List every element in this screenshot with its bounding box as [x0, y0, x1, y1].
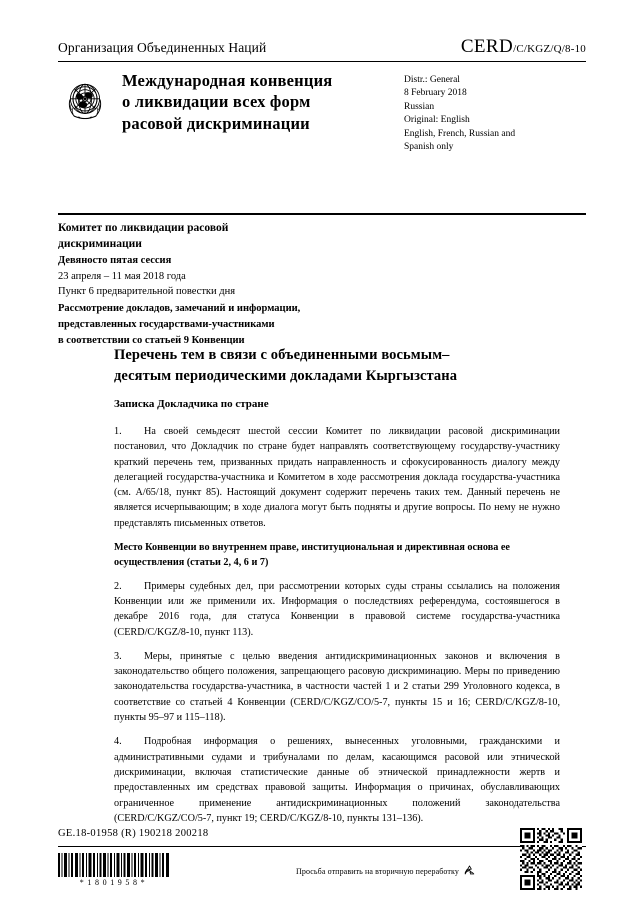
agenda-title-line-2: представленных государствами-участниками	[58, 319, 275, 330]
page-title-line-1: Перечень тем в связи с объединенными восьмым–	[114, 347, 450, 363]
agenda-title-line-1: Рассмотрение докладов, замечаний и информации,	[58, 302, 301, 314]
paragraph-3	[114, 649, 560, 725]
distribution-original: Original: English	[404, 115, 470, 126]
distribution-languages-line-1: English, French, Russian and	[404, 128, 516, 139]
paragraph-4-number: 4.	[114, 736, 122, 748]
section-subheading: Место Конвенции во внутреннем праве, институциональная и директивная основа ее осуществления (статьи 2, 4, 6 и 7)	[114, 542, 510, 569]
paragraph-1-number: 1.	[114, 426, 122, 437]
header-separator-rule	[58, 213, 586, 215]
convention-title-line-1: Международная конвенция	[122, 71, 333, 90]
masthead	[58, 36, 586, 62]
paragraph-1	[114, 424, 560, 531]
note-subtitle: Записка Докладчика по стране	[114, 398, 269, 410]
document-body	[114, 424, 560, 835]
footer-rule	[58, 846, 586, 847]
distribution-language: Russian	[404, 101, 435, 112]
convention-title-line-3: расовой дискриминации	[122, 113, 310, 133]
job-number: GE.18-01958 (R) 190218 200218	[58, 828, 209, 839]
document-symbol	[461, 36, 586, 58]
recycle-notice	[296, 864, 476, 879]
committee-agenda-item: Пункт 6 предварительной повестки дня	[58, 286, 236, 298]
paragraph-2-text: Примеры судебных дел, при рассмотрении которых суды страны ссылались на положения Конвенции или же применили их. Информация о последствиях референдума, состоявшегося в декабре 2016 года, для статуса Конвенции в правовой системе государства-участника (CERD/C/KGZ/8-10, пункт 113).	[114, 580, 560, 638]
barcode	[58, 853, 170, 887]
paragraph-3-number: 3.	[114, 650, 122, 662]
organization-name: Организация Объединенных Наций	[58, 40, 267, 55]
paragraph-2	[114, 579, 560, 640]
page-title	[114, 345, 586, 386]
paragraph-3-text: Меры, принятые с целью введения антидискриминационных законов и включения в законодательство общего положения, запрещающего расовую дискриминацию. Меры по приведению законодательства государства-участника, в частности частей 1 и 2 статьи 299 Уголовного кодекса, в соответствие со статьей 4 Конвенции (CERD/C/KGZ/CO/5-7, пункты 15 и 16; CERD/C/KGZ/8-10, пункты 95–97 и 115–118).	[114, 650, 560, 724]
distribution-languages-line-2: Spanish only	[404, 142, 454, 153]
title-block	[58, 70, 586, 155]
agenda-title-line-3: в соответствии со статьей 9 Конвенции	[58, 335, 245, 347]
committee-session-dates: 23 апреля – 11 мая 2018 года	[58, 270, 186, 282]
distribution-type: Distr.: General	[404, 75, 460, 85]
document-symbol-main: CERD	[460, 36, 514, 57]
paragraph-4-text: Подробная информация о решениях, вынесенных уголовными, гражданскими и административными судами и трибуналами по делам, касающимся расовой или этнической дискриминации, включая статистические данные об этнической принадлежности жертв и предоставленных им средствах правовой защиты. Информация о причинах, обуславливающих ограниченное применение антидискриминационных положений законодательства (CERD/C/KGZ/CO/5-7, пункт 19; CERD/C/KGZ/8-10, пункты 131–136).	[114, 736, 560, 824]
committee-session: Девяносто пятая сессия	[58, 255, 172, 267]
paragraph-1-text: На своей семьдесят шестой сессии Комитет по ликвидации расовой дискриминации постановил, что Докладчик по стране будет направлять соответствующему государству-участнику краткий перечень тем, призванных придать направленность и сфокусированность диалогу между делегацией государства-участника и Комитетом в ходе рассмотрения доклада государства-участника (см. A/65/18, пункт 85). Настоящий документ содержит перечень таких тем. Данный перечень не является исчерпывающим; в ходе диалога могут быть подняты и другие вопросы. По нему не нужно представлять письменных ответов.	[114, 426, 560, 529]
paragraph-2-number: 2.	[114, 580, 122, 592]
committee-name-line-1: Комитет по ликвидации расовой	[58, 222, 229, 234]
barcode-number: *1801958*	[79, 878, 149, 887]
recycle-icon	[463, 864, 476, 879]
page-title-line-2: десятым периодическими докладами Кыргызстана	[114, 367, 458, 384]
document-symbol-suffix: /C/KGZ/Q/8-10	[513, 43, 586, 55]
committee-block	[58, 220, 388, 348]
paragraph-4	[114, 734, 560, 826]
distribution-date: 8 February 2018	[404, 88, 467, 99]
recycle-notice-text: Просьба отправить на вторичную переработку	[296, 867, 459, 876]
convention-title-line-2: о ликвидации всех форм	[122, 92, 311, 112]
masthead-rule	[58, 61, 586, 62]
qr-code	[520, 828, 582, 895]
distribution-block	[404, 70, 515, 155]
committee-name-line-2: дискриминации	[58, 238, 142, 251]
un-emblem	[58, 74, 112, 128]
convention-title	[122, 70, 380, 134]
